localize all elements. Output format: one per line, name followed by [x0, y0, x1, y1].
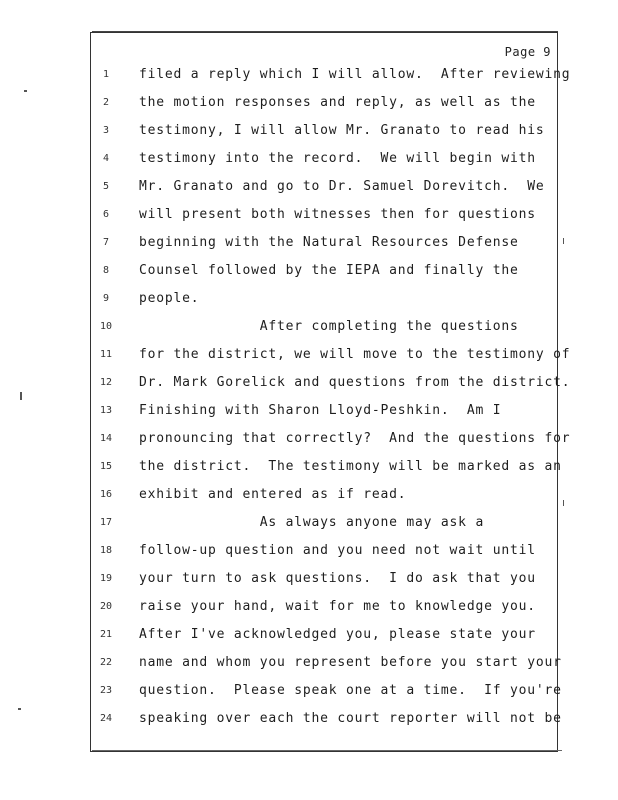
transcript-line: pronouncing that correctly? And the questions for	[139, 431, 571, 446]
transcript-line: question. Please speak one at a time. If you're	[139, 683, 562, 698]
line-number: 16	[99, 489, 113, 500]
line-number: 2	[102, 97, 110, 108]
line-number: 13	[99, 405, 113, 416]
transcript-line: Finishing with Sharon Lloyd-Peshkin. Am I	[139, 403, 502, 418]
transcript-line: for the district, we will move to the testimony of	[139, 347, 571, 362]
line-number: 11	[99, 349, 113, 360]
line-number: 6	[102, 209, 110, 220]
scan-speck	[20, 392, 22, 400]
line-number: 19	[99, 573, 113, 584]
line-number: 20	[99, 601, 113, 612]
line-number: 10	[99, 321, 113, 332]
line-number: 3	[102, 125, 110, 136]
transcript-line: beginning with the Natural Resources Defense	[139, 235, 519, 250]
transcript-line: will present both witnesses then for questions	[139, 207, 536, 222]
transcript-line: raise your hand, wait for me to knowledge you.	[139, 599, 536, 614]
transcript-line: name and whom you represent before you start your	[139, 655, 562, 670]
line-number: 12	[99, 377, 113, 388]
scan-speck	[563, 238, 564, 244]
transcript-line: After I've acknowledged you, please state your	[139, 627, 536, 642]
line-number: 4	[102, 153, 110, 164]
scan-speck	[24, 90, 27, 92]
line-number: 1	[102, 69, 110, 80]
transcript-line: testimony, I will allow Mr. Granato to read his	[139, 123, 545, 138]
transcript-line: Dr. Mark Gorelick and questions from the district.	[139, 375, 571, 390]
page-number: Page 9	[504, 45, 551, 59]
line-number: 17	[99, 517, 113, 528]
scan-speck	[563, 500, 564, 506]
scan-speck	[18, 708, 21, 710]
line-number: 5	[102, 181, 110, 192]
transcript-line: filed a reply which I will allow. After reviewing	[139, 67, 571, 82]
transcript-line: After completing the questions	[139, 319, 519, 334]
line-number: 21	[99, 629, 113, 640]
transcript-line: testimony into the record. We will begin with	[139, 151, 536, 166]
line-number: 22	[99, 657, 113, 668]
line-number: 24	[99, 713, 113, 724]
transcript-line: speaking over each the court reporter will not be	[139, 711, 562, 726]
line-number: 7	[102, 237, 110, 248]
transcript-line: the district. The testimony will be marked as an	[139, 459, 562, 474]
line-number: 9	[102, 293, 110, 304]
transcript-line: your turn to ask questions. I do ask that you	[139, 571, 536, 586]
transcript-page	[90, 32, 571, 752]
line-number: 18	[99, 545, 113, 556]
line-number: 8	[102, 265, 110, 276]
line-number: 23	[99, 685, 113, 696]
transcript-line: follow-up question and you need not wait until	[139, 543, 536, 558]
bottom-border-rule	[92, 750, 562, 751]
line-number: 14	[99, 433, 113, 444]
transcript-line: people.	[139, 291, 200, 306]
transcript-line: exhibit and entered as if read.	[139, 487, 407, 502]
transcript-line: Counsel followed by the IEPA and finally the	[139, 263, 519, 278]
transcript-line: As always anyone may ask a	[139, 515, 485, 530]
transcript-line: the motion responses and reply, as well as the	[139, 95, 536, 110]
transcript-line: Mr. Granato and go to Dr. Samuel Dorevitch. We	[139, 179, 545, 194]
line-number: 15	[99, 461, 113, 472]
